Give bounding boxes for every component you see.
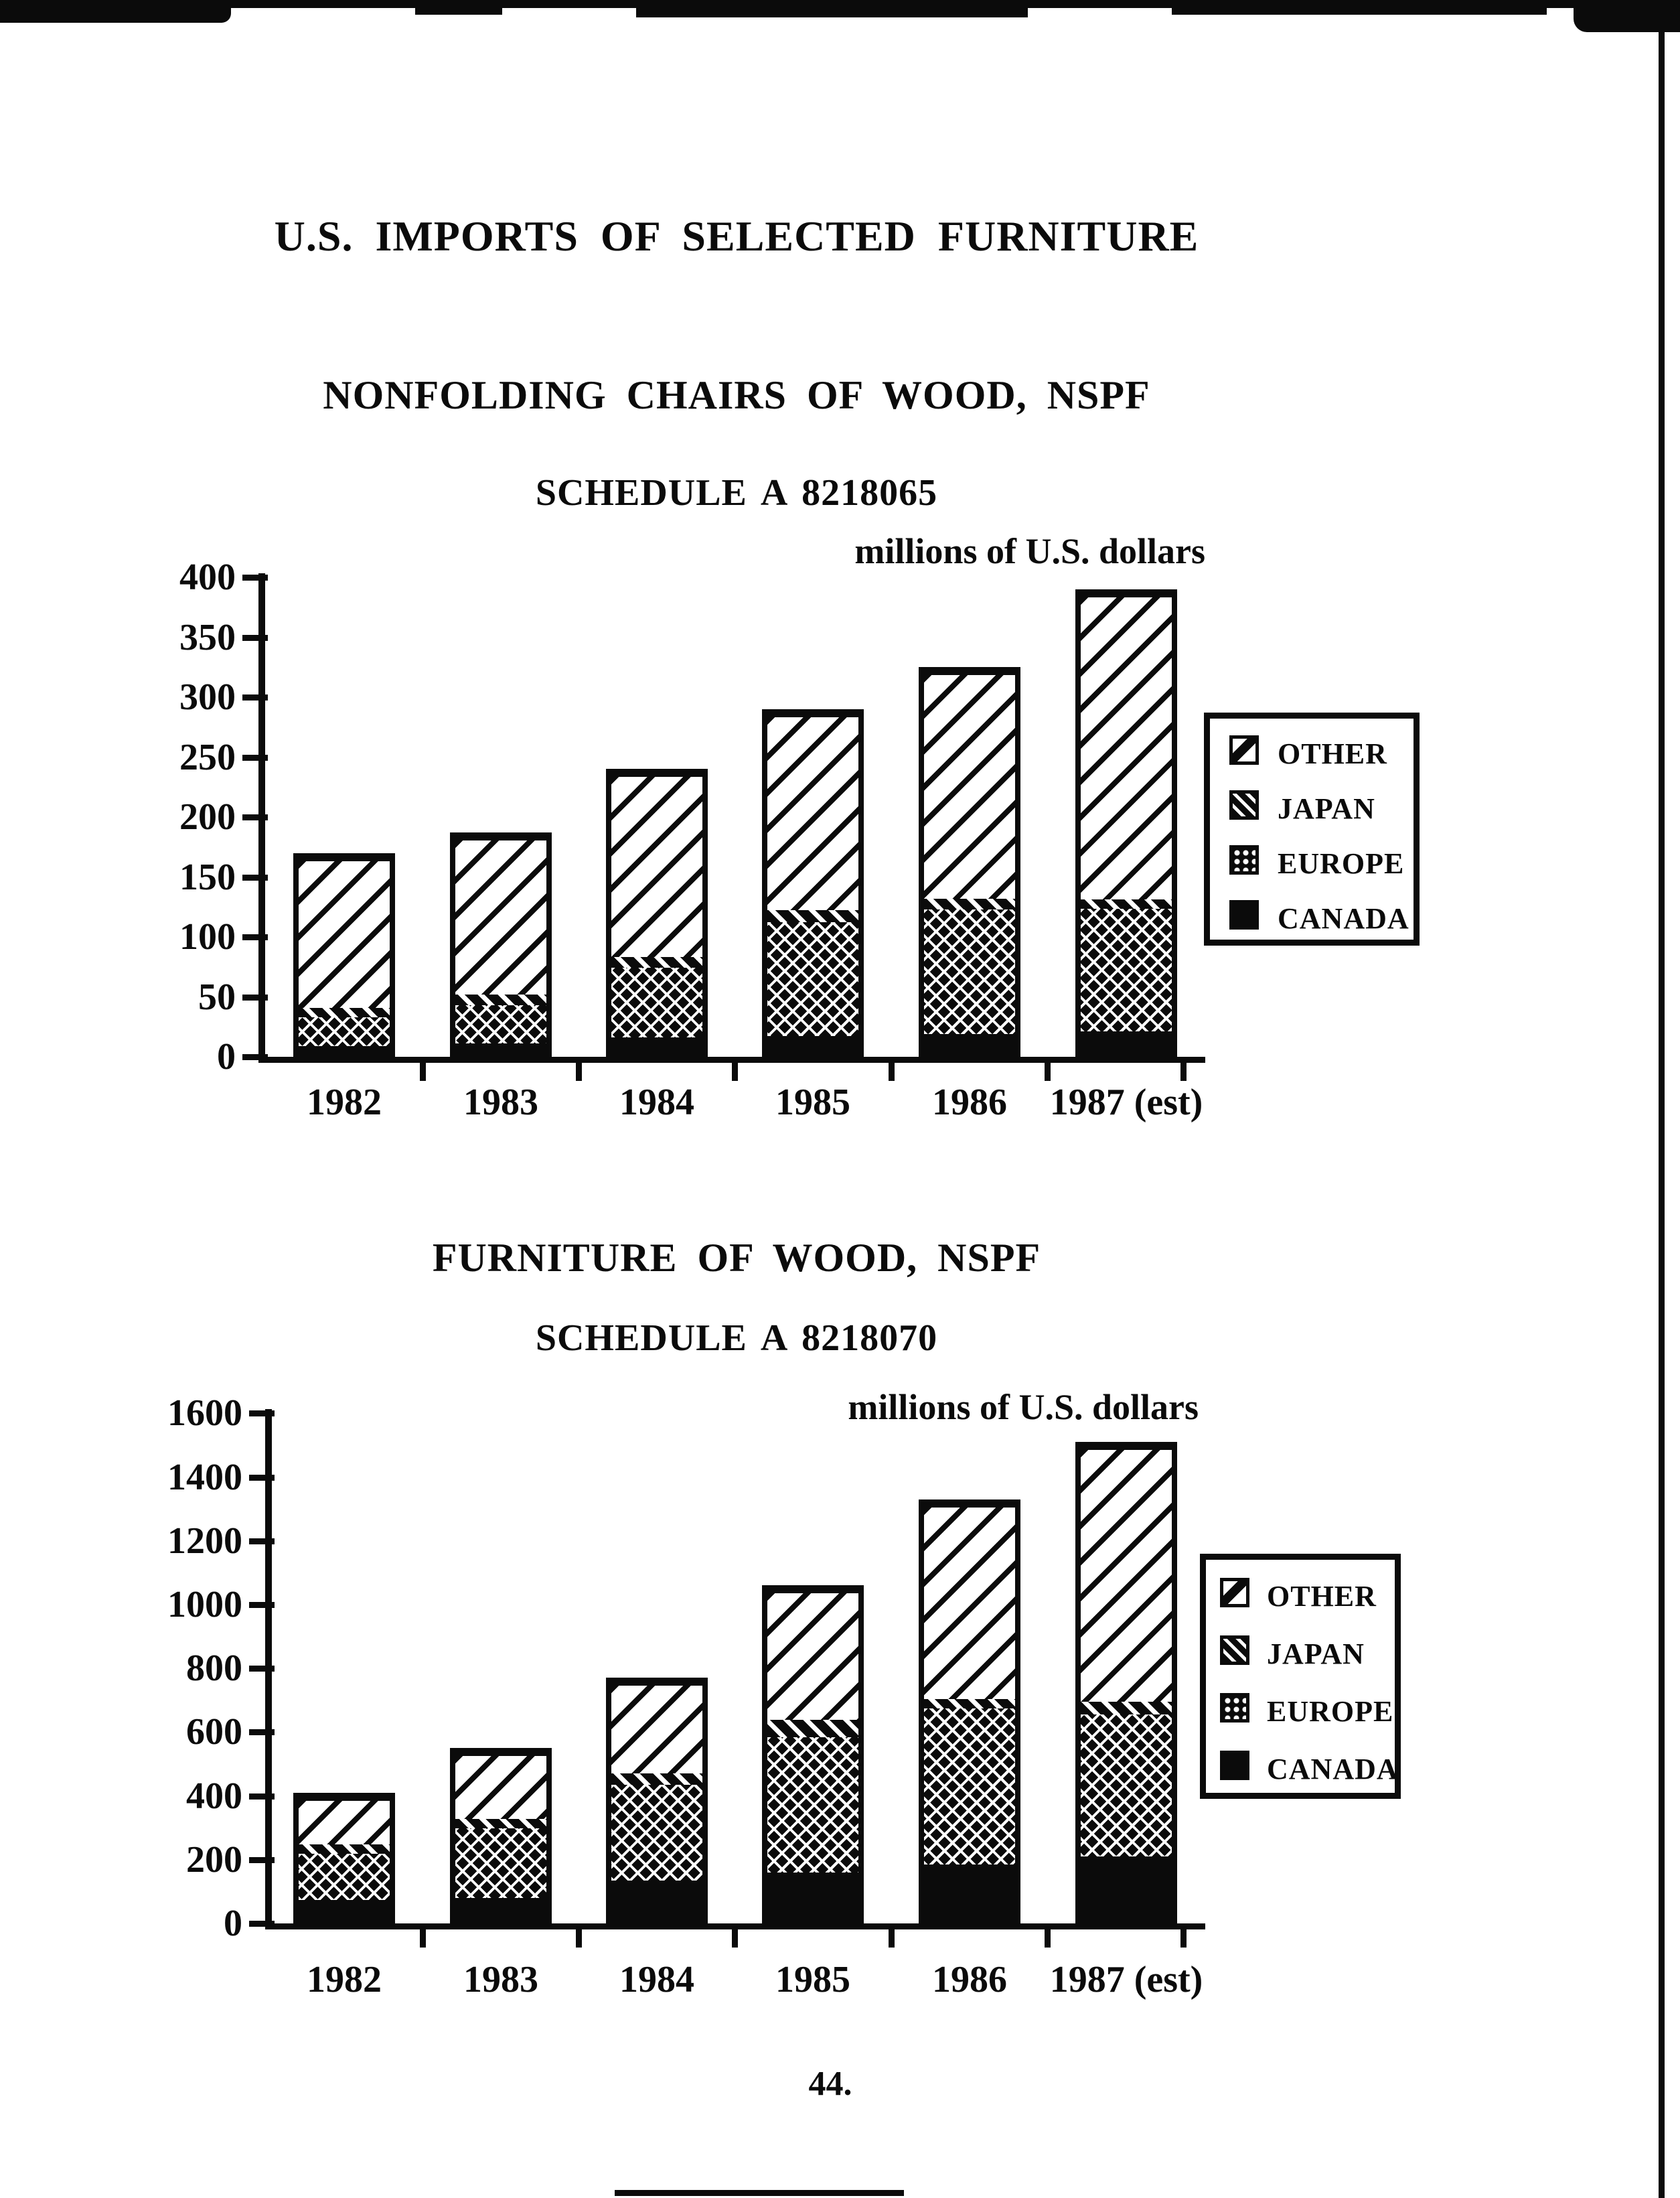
chart2-bar-segment-japan-1985 bbox=[767, 1720, 858, 1737]
chart1-y-tick-label: 300 bbox=[179, 676, 236, 718]
chart1-y-tick-label: 100 bbox=[179, 916, 236, 958]
chart2-bar-segment-japan-1986 bbox=[924, 1699, 1015, 1708]
chart2-x-label: 1985 bbox=[775, 1959, 850, 2000]
chart1-bar-segment-europe-1987 (est) bbox=[1081, 909, 1172, 1031]
chart1-x-tick bbox=[732, 1061, 738, 1081]
chart1-bar-segment-other-1984 bbox=[611, 777, 702, 957]
page-title: U.S. IMPORTS OF SELECTED FURNITURE bbox=[274, 212, 1199, 260]
chart1-bar-segment-canada-1982 bbox=[299, 1046, 390, 1055]
chart2-bar-1984 bbox=[606, 1678, 708, 1927]
chart2-legend-swatch-other bbox=[1220, 1578, 1249, 1607]
chart1-bar-1984 bbox=[606, 769, 708, 1061]
scan-artifact-top-blob-2 bbox=[636, 4, 1028, 17]
chart1-x-tick bbox=[889, 1061, 895, 1081]
chart1-bar-1985 bbox=[762, 709, 864, 1061]
chart2-subtitle: SCHEDULE A 8218070 bbox=[535, 1317, 938, 1359]
chart2-bar-segment-other-1985 bbox=[767, 1593, 858, 1720]
chart2-y-tick-label: 1600 bbox=[167, 1392, 242, 1435]
scan-artifact-top-blob-3 bbox=[1172, 3, 1547, 15]
scan-artifact-right-edge-line bbox=[1659, 27, 1665, 2198]
chart2-y-tick-label: 400 bbox=[186, 1775, 242, 1817]
chart1-y-tick-label: 350 bbox=[179, 616, 236, 658]
chart1-y-tick bbox=[242, 635, 268, 641]
chart1-bar-1983 bbox=[450, 832, 552, 1061]
chart2-bar-1983 bbox=[450, 1748, 552, 1927]
chart2-x-label: 1986 bbox=[932, 1959, 1007, 2000]
chart1-y-tick bbox=[242, 814, 268, 820]
chart1-x-tick bbox=[576, 1061, 582, 1081]
chart1-bar-segment-other-1983 bbox=[455, 840, 546, 995]
chart2-bar-segment-other-1987 (est) bbox=[1081, 1450, 1172, 1702]
chart2-legend-label-europe: EUROPE bbox=[1267, 1695, 1394, 1728]
chart1-bar-segment-other-1987 (est) bbox=[1081, 597, 1172, 899]
chart1-legend-swatch-europe bbox=[1229, 845, 1259, 875]
chart2-legend-swatch-europe bbox=[1220, 1693, 1249, 1723]
chart1-legend-swatch-canada bbox=[1229, 900, 1259, 930]
chart2-bar-segment-europe-1983 bbox=[455, 1828, 546, 1898]
chart2-x-label: 1983 bbox=[463, 1959, 538, 2000]
chart1-units-note: millions of U.S. dollars bbox=[854, 531, 1205, 571]
chart1-y-tick bbox=[242, 755, 268, 761]
chart1-x-label: 1983 bbox=[463, 1082, 538, 1123]
chart1-bar-segment-other-1985 bbox=[767, 717, 858, 910]
chart2-y-tick bbox=[249, 1410, 275, 1416]
chart2-x-tick bbox=[576, 1927, 582, 1948]
chart1-bar-segment-japan-1982 bbox=[299, 1008, 390, 1017]
chart1-bar-1986 bbox=[919, 667, 1020, 1061]
chart2-bar-segment-canada-1982 bbox=[299, 1900, 390, 1922]
chart2-x-tick bbox=[1180, 1927, 1187, 1948]
chart1-bar-segment-canada-1985 bbox=[767, 1036, 858, 1055]
chart2-bar-segment-canada-1986 bbox=[924, 1864, 1015, 1922]
chart1-bar-segment-canada-1983 bbox=[455, 1043, 546, 1055]
chart2-y-tick-label: 1000 bbox=[167, 1584, 242, 1625]
chart2-y-tick bbox=[249, 1857, 275, 1863]
chart1-y-tick-label: 0 bbox=[217, 1036, 236, 1078]
chart1-y-tick bbox=[242, 934, 268, 940]
chart1-legend-label-japan: JAPAN bbox=[1278, 792, 1375, 825]
chart2-y-tick-label: 800 bbox=[186, 1647, 242, 1690]
chart1-x-label: 1984 bbox=[619, 1082, 694, 1123]
chart2-y-tick-label: 0 bbox=[224, 1903, 242, 1944]
chart2-x-tick bbox=[1045, 1927, 1051, 1948]
chart2-bar-segment-europe-1986 bbox=[924, 1708, 1015, 1864]
chart2-bar-segment-europe-1985 bbox=[767, 1737, 858, 1873]
chart1-bar-segment-japan-1986 bbox=[924, 899, 1015, 909]
scan-artifact-bottom-line bbox=[615, 2190, 904, 2196]
chart2-bar-segment-canada-1985 bbox=[767, 1873, 858, 1922]
chart1-legend-label-europe: EUROPE bbox=[1278, 847, 1405, 880]
chart1-bar-1987 (est) bbox=[1075, 589, 1177, 1061]
chart1-x-tick bbox=[1045, 1061, 1051, 1081]
chart1-bar-segment-other-1982 bbox=[299, 861, 390, 1008]
chart2-bar-segment-japan-1984 bbox=[611, 1773, 702, 1785]
chart1-bar-segment-canada-1987 (est) bbox=[1081, 1031, 1172, 1055]
chart1-y-tick bbox=[242, 1054, 268, 1060]
chart1-x-label: 1986 bbox=[932, 1082, 1007, 1123]
chart2-legend-label-japan: JAPAN bbox=[1267, 1637, 1365, 1670]
chart2-bar-1985 bbox=[762, 1585, 864, 1927]
chart2-title: FURNITURE OF WOOD, NSPF bbox=[432, 1236, 1041, 1280]
chart1-y-tick bbox=[242, 995, 268, 1001]
chart2-y-tick-label: 600 bbox=[186, 1711, 242, 1753]
chart1-bar-segment-canada-1984 bbox=[611, 1037, 702, 1055]
chart2-bar-segment-other-1984 bbox=[611, 1686, 702, 1773]
chart1-subtitle: SCHEDULE A 8218065 bbox=[535, 472, 938, 514]
chart1-legend-swatch-japan bbox=[1229, 790, 1259, 820]
chart2-y-tick-label: 200 bbox=[186, 1838, 242, 1881]
chart1-x-label: 1985 bbox=[775, 1082, 850, 1123]
chart2-bar-1982 bbox=[293, 1793, 395, 1927]
chart1-bar-segment-europe-1986 bbox=[924, 909, 1015, 1034]
chart1-bar-segment-japan-1987 (est) bbox=[1081, 899, 1172, 909]
chart1-bar-segment-canada-1986 bbox=[924, 1034, 1015, 1055]
chart2-legend-swatch-canada bbox=[1220, 1751, 1249, 1780]
chart1-y-tick-label: 50 bbox=[198, 976, 236, 1018]
chart1-y-tick bbox=[242, 575, 268, 581]
chart1-y-tick-label: 400 bbox=[179, 557, 236, 598]
chart1-title: NONFOLDING CHAIRS OF WOOD, NSPF bbox=[323, 373, 1150, 417]
chart2-y-tick-label: 1200 bbox=[167, 1520, 242, 1562]
chart2-y-tick bbox=[249, 1538, 275, 1544]
chart2-bar-segment-other-1983 bbox=[455, 1756, 546, 1819]
chart1-bar-1982 bbox=[293, 853, 395, 1061]
chart2-y-tick bbox=[249, 1602, 275, 1608]
chart1-y-tick bbox=[242, 875, 268, 881]
chart2-bar-segment-canada-1987 (est) bbox=[1081, 1856, 1172, 1922]
chart1-bar-segment-europe-1985 bbox=[767, 922, 858, 1036]
chart2-bar-segment-japan-1983 bbox=[455, 1819, 546, 1828]
chart1-legend-label-other: OTHER bbox=[1278, 737, 1387, 770]
chart1-bar-segment-other-1986 bbox=[924, 675, 1015, 899]
chart2-bar-segment-japan-1987 (est) bbox=[1081, 1702, 1172, 1714]
chart1-bar-segment-japan-1984 bbox=[611, 957, 702, 968]
chart2-x-label: 1982 bbox=[307, 1959, 382, 2000]
chart1-y-tick-label: 200 bbox=[179, 796, 236, 838]
chart1-bar-segment-europe-1984 bbox=[611, 968, 702, 1037]
chart1-bar-segment-japan-1983 bbox=[455, 995, 546, 1005]
scan-artifact-top-left-blob bbox=[0, 0, 231, 23]
chart1-bar-segment-europe-1983 bbox=[455, 1005, 546, 1043]
chart2-bar-segment-europe-1984 bbox=[611, 1785, 702, 1881]
chart2-y-tick bbox=[249, 1729, 275, 1735]
chart1-x-tick bbox=[1180, 1061, 1187, 1081]
chart2-bar-segment-canada-1983 bbox=[455, 1898, 546, 1922]
chart2-bar-segment-other-1982 bbox=[299, 1801, 390, 1844]
chart1-legend-label-canada: CANADA bbox=[1278, 902, 1409, 935]
chart2-units-note: millions of U.S. dollars bbox=[848, 1387, 1199, 1427]
page-number: 44. bbox=[808, 2065, 852, 2103]
chart2-x-tick bbox=[732, 1927, 738, 1948]
scan-artifact-top-blob-1 bbox=[415, 0, 502, 15]
chart2-y-tick bbox=[249, 1666, 275, 1672]
chart2-x-tick bbox=[889, 1927, 895, 1948]
chart2-y-tick bbox=[249, 1921, 275, 1927]
chart2-bar-segment-other-1986 bbox=[924, 1508, 1015, 1699]
chart2-bar-1986 bbox=[919, 1499, 1020, 1927]
chart1-bar-segment-japan-1985 bbox=[767, 910, 858, 922]
chart2-legend-swatch-japan bbox=[1220, 1635, 1249, 1665]
chart2-bar-1987 (est) bbox=[1075, 1442, 1177, 1927]
chart2-y-tick bbox=[249, 1793, 275, 1800]
chart1-x-label: 1987 (est) bbox=[1049, 1082, 1203, 1123]
chart2-bar-segment-europe-1982 bbox=[299, 1854, 390, 1900]
chart2-y-tick bbox=[249, 1475, 275, 1481]
chart1-y-tick-label: 250 bbox=[179, 736, 236, 778]
chart1-bar-segment-europe-1982 bbox=[299, 1017, 390, 1046]
chart1-legend-swatch-other bbox=[1229, 735, 1259, 765]
chart1-y-tick bbox=[242, 694, 268, 701]
chart1-x-tick bbox=[420, 1061, 426, 1081]
chart2-x-label: 1984 bbox=[619, 1959, 694, 2000]
chart2-bar-segment-canada-1984 bbox=[611, 1881, 702, 1922]
chart2-bar-segment-europe-1987 (est) bbox=[1081, 1714, 1172, 1856]
chart2-bar-segment-japan-1982 bbox=[299, 1844, 390, 1854]
chart2-x-label: 1987 (est) bbox=[1049, 1959, 1203, 2000]
chart1-y-tick-label: 150 bbox=[179, 856, 236, 898]
chart2-legend-label-other: OTHER bbox=[1267, 1580, 1377, 1613]
chart2-y-tick-label: 1400 bbox=[167, 1456, 242, 1498]
chart1-x-label: 1982 bbox=[307, 1082, 382, 1123]
chart2-x-tick bbox=[420, 1927, 426, 1948]
chart2-legend-label-canada: CANADA bbox=[1267, 1753, 1399, 1785]
